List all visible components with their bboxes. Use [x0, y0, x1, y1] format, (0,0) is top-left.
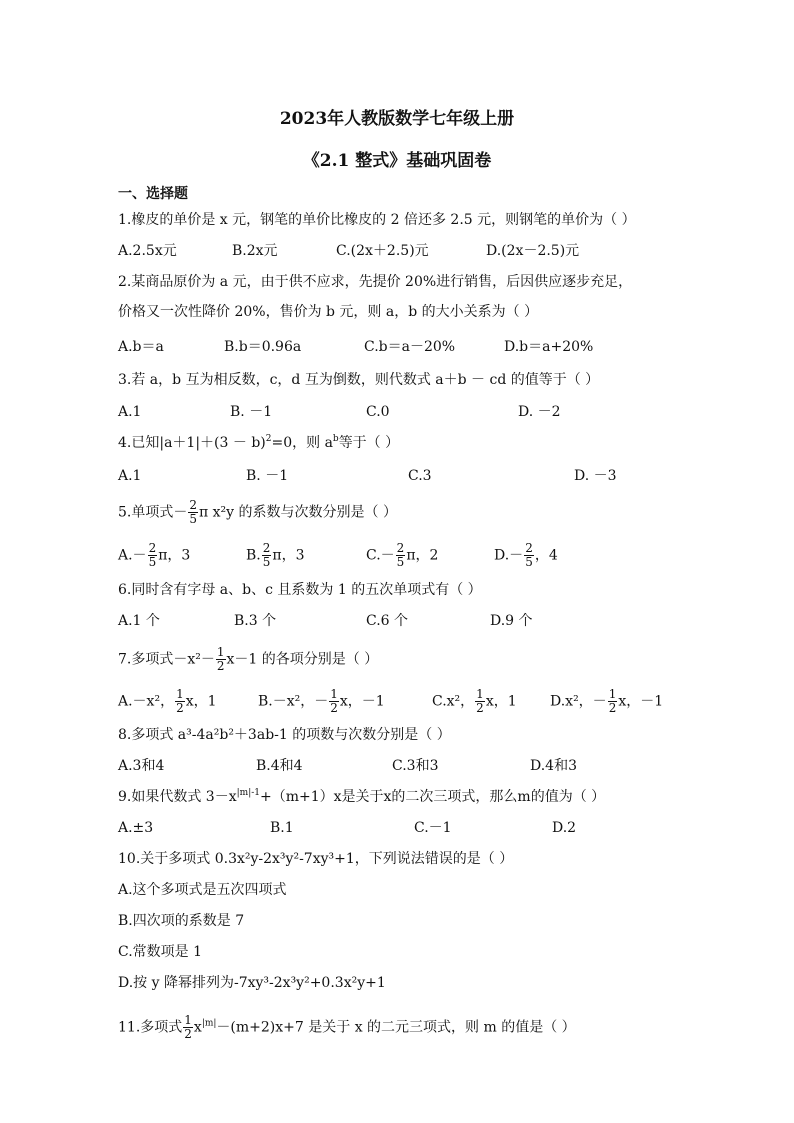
q4-option-a: A.1: [118, 468, 142, 484]
q7-option-d-prefix: D.x²，－: [550, 693, 607, 710]
q7-option-b: [258, 688, 385, 715]
q5-option-a-fraction: [148, 542, 158, 569]
question-7-stem: [118, 646, 378, 673]
q5-option-b-prefix: B.: [246, 547, 261, 564]
question-5-stem: [118, 499, 397, 526]
q6-option-a: A.1 个: [118, 613, 160, 629]
fraction-numerator: 2: [396, 541, 405, 555]
q5-stem-start: 5.单项式－: [118, 504, 188, 521]
q9-option-c: C.－1: [414, 820, 452, 836]
q7-option-d-fraction: [608, 688, 618, 715]
q7-option-c: [432, 688, 517, 715]
question-11-stem: [118, 1014, 576, 1041]
question-3-stem: 3.若 a，b 互为相反数，c，d 互为倒数，则代数式 a＋b － cd 的值等于（ ）: [118, 372, 600, 388]
question-4-stem: [118, 433, 399, 453]
question-8-stem: 8.多项式 a³-4a²b²＋3ab-1 的项数与次数分别是（ ）: [118, 727, 451, 743]
q5-stem-end: π x²y 的系数与次数分别是（ ）: [199, 504, 397, 521]
q9-exponent: |m|-1: [236, 788, 260, 798]
fraction-denominator: 2: [330, 701, 338, 715]
fraction-denominator: 5: [525, 555, 533, 569]
question-1-stem: 1.橡皮的单价是 x 元，钢笔的单价比橡皮的 2 倍还多 2.5 元，则钢笔的单价为（ ）: [118, 212, 636, 228]
q5-option-a-suffix: π，3: [158, 547, 191, 564]
q10-option-a: A.这个多项式是五次四项式: [118, 882, 287, 898]
q4-option-d: D. －3: [574, 468, 617, 484]
q4-stem-mid: =0，则 a: [271, 435, 333, 451]
q10-option-d: D.按 y 降幂排列为-7xy³-2x³y²+0.3x²y+1: [118, 975, 386, 991]
q5-option-d-fraction: [524, 542, 534, 569]
fraction-numerator: 2: [262, 541, 271, 555]
q1-option-a: A.2.5x元: [118, 243, 177, 259]
q11-fraction-numerator: 1: [184, 1013, 192, 1027]
q7-stem-start: 7.多项式－x²－: [118, 651, 215, 668]
q10-option-c: C.常数项是 1: [118, 944, 203, 960]
q9-stem-end: +（m+1）x是关于x的二次三项式，那么m的值为（ ）: [260, 789, 606, 805]
q3-option-b: B. －1: [230, 404, 273, 420]
q3-option-c: C.0: [366, 404, 390, 420]
q5-option-b: [246, 542, 305, 569]
q4-option-c: C.3: [408, 468, 432, 484]
q7-fraction-numerator: 1: [216, 645, 225, 659]
q7-option-a-fraction: [175, 688, 185, 715]
section-heading: 一、选择题: [118, 186, 188, 202]
q10-option-b: B.四次项的系数是 7: [118, 913, 245, 929]
fraction-denominator: 5: [148, 555, 157, 569]
q2-option-d: D.b＝a+20%: [504, 339, 594, 355]
fraction-denominator: 2: [176, 701, 184, 715]
q4-stem-end: 等于（ ）: [338, 435, 400, 451]
question-9-stem: [118, 787, 605, 807]
q11-exponent: |m|: [201, 1018, 217, 1029]
q7-option-b-fraction: [329, 688, 339, 715]
q4-exponent-b: b: [332, 434, 339, 444]
q6-option-d: D.9 个: [490, 613, 533, 629]
q7-option-c-prefix: C.x²，: [432, 693, 475, 710]
q1-option-d: D.(2x－2.5)元: [486, 243, 580, 259]
q4-stem-start: 4.已知|a＋1|＋(3 － b): [118, 435, 266, 451]
q8-option-a: A.3和4: [118, 758, 165, 774]
fraction-numerator: 1: [176, 687, 184, 701]
q9-stem-start: 9.如果代数式 3－x: [118, 789, 237, 805]
q3-option-a: A.1: [118, 404, 142, 420]
q11-fraction-denominator: 2: [184, 1027, 192, 1041]
q7-option-b-prefix: B.－x²，－: [258, 693, 329, 710]
q9-option-b: B.1: [270, 820, 294, 836]
q8-option-d: D.4和3: [530, 758, 577, 774]
fraction-numerator: 2: [148, 541, 157, 555]
q5-fraction: [188, 499, 198, 526]
document-title: 2023年人教版数学七年级上册: [279, 109, 515, 129]
q11-stem-end: －(m+2)x+7 是关于 x 的二元三项式，则 m 的值是（ ）: [216, 1019, 576, 1036]
q5-option-d-suffix: ，4: [534, 547, 558, 564]
q11-fraction: [183, 1014, 193, 1041]
fraction-denominator: 2: [476, 701, 484, 715]
question-6-stem: 6.同时含有字母 a、b、c 且系数为 1 的五次单项式有（ ）: [118, 582, 482, 598]
q7-fraction: [216, 646, 226, 673]
q7-option-c-suffix: x，1: [485, 693, 517, 710]
q5-option-d: [494, 542, 558, 569]
q7-option-d: [550, 688, 663, 715]
fraction-numerator: 1: [476, 687, 484, 701]
q1-option-b: B.2x元: [232, 243, 278, 259]
question-2-stem-line2: 价格又一次性降价 20%，售价为 b 元，则 a，b 的大小关系为（ ）: [118, 304, 539, 320]
q11-stem-start: 11.多项式: [118, 1019, 183, 1036]
q5-fraction-denominator: 5: [189, 512, 197, 526]
fraction-denominator: 5: [396, 555, 405, 569]
q5-option-a: [118, 542, 190, 569]
question-2-stem-line1: 2.某商品原价为 a 元，由于供不应求，先提价 20%进行销售，后因供应逐步充足，: [118, 274, 633, 290]
q7-fraction-denominator: 2: [216, 659, 225, 673]
q5-option-c: [366, 542, 438, 569]
fraction-numerator: 1: [608, 687, 617, 701]
q7-option-a-suffix: x，1: [185, 693, 217, 710]
question-10-stem: 10.关于多项式 0.3x²y-2x³y²-7xy³+1，下列说法错误的是（ ）: [118, 851, 514, 867]
q5-option-c-suffix: π，2: [406, 547, 439, 564]
fraction-numerator: 2: [525, 541, 533, 555]
q6-option-b: B.3 个: [234, 613, 277, 629]
q4-option-b: B. －1: [246, 468, 289, 484]
q7-stem-end: x－1 的各项分别是（ ）: [226, 651, 379, 668]
fraction-denominator: 5: [262, 555, 271, 569]
q11-variable: x: [193, 1019, 202, 1036]
q6-option-c: C.6 个: [366, 613, 409, 629]
q5-fraction-numerator: 2: [189, 498, 197, 512]
q5-option-b-suffix: π，3: [272, 547, 305, 564]
q4-exponent: 2: [265, 434, 272, 444]
q5-option-c-prefix: C.－: [366, 547, 395, 564]
q3-option-d: D. －2: [518, 404, 561, 420]
q9-option-d: D.2: [552, 820, 577, 836]
q5-option-d-prefix: D.－: [494, 547, 524, 564]
q7-option-d-suffix: x，－1: [618, 693, 664, 710]
q8-option-c: C.3和3: [392, 758, 439, 774]
q7-option-a: [118, 688, 217, 715]
fraction-numerator: 1: [330, 687, 338, 701]
q7-option-c-fraction: [475, 688, 485, 715]
q2-option-a: A.b＝a: [118, 339, 164, 355]
document-subtitle: 《2.1 整式》基础巩固卷: [302, 151, 492, 171]
q7-option-b-suffix: x，－1: [339, 693, 385, 710]
q2-option-b: B.b＝0.96a: [224, 339, 302, 355]
q2-option-c: C.b＝a－20%: [364, 339, 456, 355]
q5-option-a-prefix: A.－: [118, 547, 147, 564]
q5-option-b-fraction: [262, 542, 272, 569]
q9-option-a: A.±3: [118, 820, 154, 836]
q7-option-a-prefix: A.－x²，: [118, 693, 175, 710]
q1-option-c: C.(2x＋2.5)元: [336, 243, 429, 259]
q8-option-b: B.4和4: [256, 758, 303, 774]
fraction-denominator: 2: [608, 701, 617, 715]
q5-option-c-fraction: [396, 542, 406, 569]
